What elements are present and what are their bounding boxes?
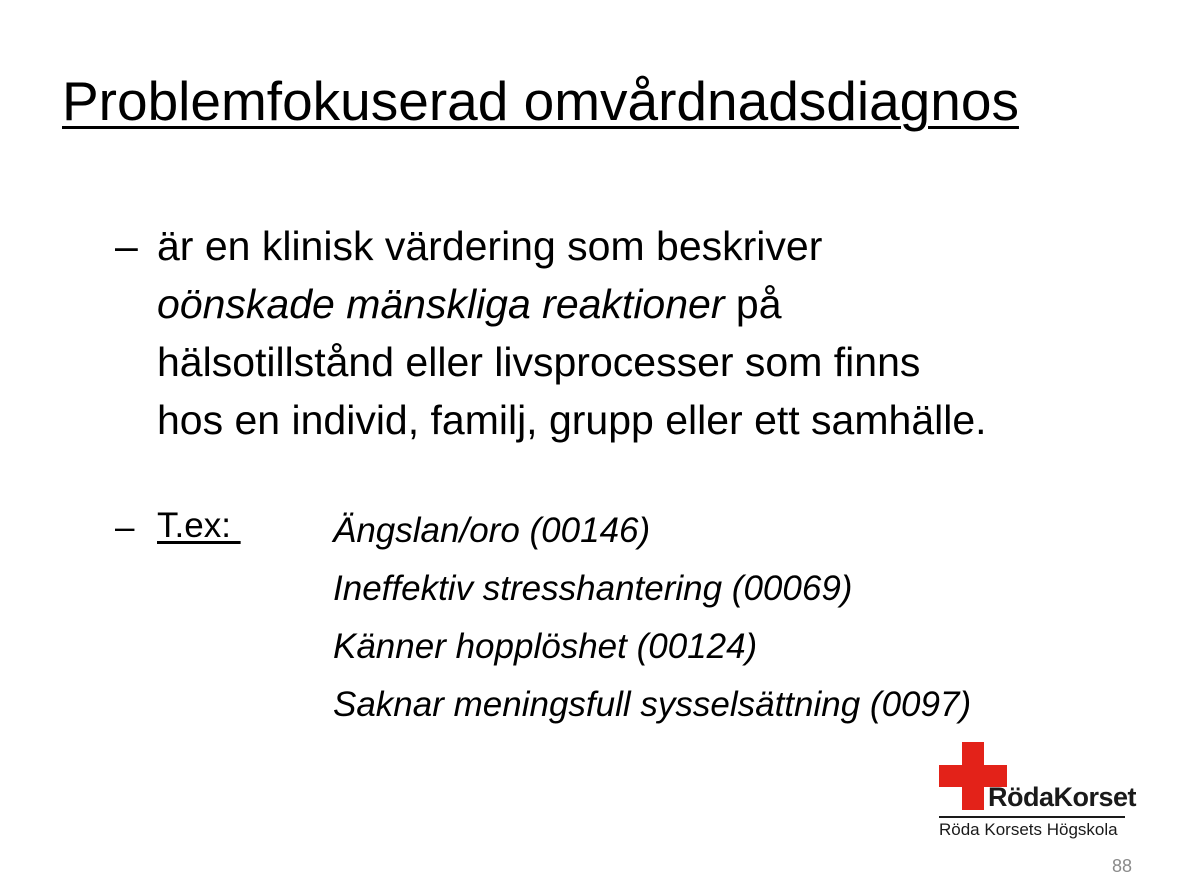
definition-text	[157, 217, 987, 449]
example-item: Känner hopplöshet (00124)	[333, 627, 758, 666]
logo-divider	[939, 816, 1125, 818]
bullet-dash-examples: –	[115, 508, 135, 547]
example-label: T.ex:	[157, 506, 241, 545]
logo-name: RödaKorset	[988, 782, 1137, 812]
definition-line-1: är en klinisk värdering som beskriver	[157, 223, 823, 269]
example-list	[333, 502, 971, 734]
slide-title: Problemfokuserad omvårdnadsdiagnos	[62, 70, 1019, 132]
definition-emphasis: oönskade mänskliga reaktioner	[157, 281, 725, 327]
example-item: Ineffektiv stresshantering (00069)	[333, 569, 853, 608]
bullet-dash: –	[115, 223, 138, 269]
logo-school-name: Röda Korsets Högskola	[939, 820, 1118, 839]
red-cross-logo	[935, 740, 1135, 850]
example-item: Saknar meningsfull sysselsättning (0097)	[333, 685, 972, 724]
definition-line-4: hos en individ, familj, grupp eller ett samhälle.	[157, 397, 987, 443]
definition-line-3: hälsotillstånd eller livsprocesser som finns	[157, 339, 921, 385]
definition-line-2	[157, 275, 987, 333]
page-number: 88	[1112, 856, 1133, 876]
example-item: Ängslan/oro (00146)	[333, 511, 651, 550]
definition-line-2-rest: på	[724, 281, 782, 327]
